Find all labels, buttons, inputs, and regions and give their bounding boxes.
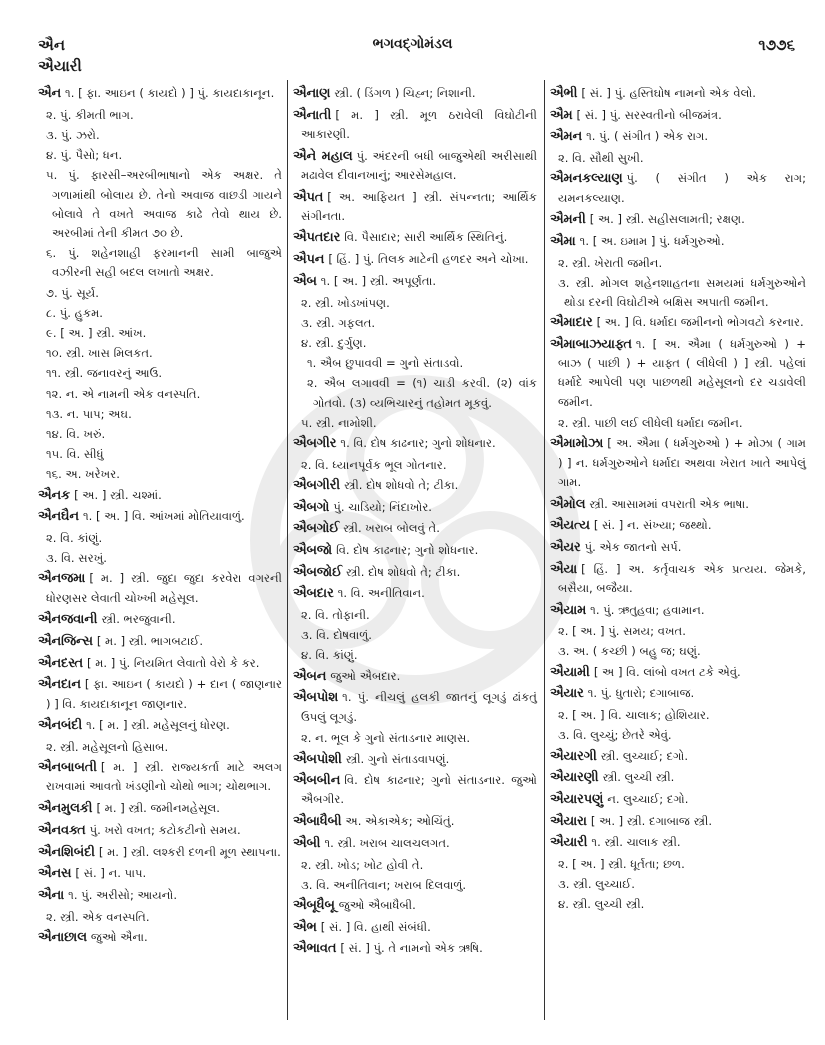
headword: ઐયત્ય: [550, 518, 590, 534]
dictionary-entry: [38, 716, 282, 735]
headword: ઐનાતી: [293, 107, 332, 123]
page-number: ૧૭૭૬: [758, 36, 795, 54]
entry-sense: [38, 146, 282, 165]
definition-text: ૧૩. ન. પાપ; અઘ.: [46, 406, 132, 421]
dictionary-entry: [293, 896, 537, 915]
headword: ઐપતદાર: [293, 230, 341, 246]
dictionary-entry: [38, 886, 282, 905]
dictionary-entry: [293, 750, 537, 769]
headword: ઐબૂધૈબૂ: [293, 897, 335, 913]
entry-sense: [38, 166, 282, 243]
headword: ઐમાબાઝયાફ્ત: [550, 336, 632, 352]
definition-text: ૩. અ. ( કચ્છી ) બહુ જ; ઘણું.: [558, 644, 701, 659]
definition-text: ૧. પું. અરીસો; આયનો.: [68, 887, 178, 902]
headword: ઐબજો: [293, 542, 333, 558]
headword: ઐમન: [550, 129, 583, 145]
headword: ઐનજિન્સ: [38, 633, 93, 649]
headword: ઐબાધૈબી: [293, 814, 342, 830]
definition-text: સ્ત્રી. આસામમાં વપરાતી એક ભાષા.: [589, 496, 749, 511]
headword: ઐનાછાલ: [38, 929, 87, 945]
definition-text: ૨. [ અ. ] સ્ત્રી. ધૂર્તતા; છળ.: [558, 857, 685, 872]
entry-sense: [550, 895, 806, 914]
definition-text: [ મ. ] પું. નિયમિત લેવાતો વેરો કે કર.: [87, 655, 260, 670]
dictionary-entry: [38, 632, 282, 651]
column-divider: [544, 80, 545, 1020]
entry-sense: [293, 354, 537, 373]
definition-text: [ અ. ] વિ. ધર્માદા જમીનનો ભોગવટો કરનાર.: [596, 315, 804, 330]
definition-text: ૨. સ્ત્રી. ખેરાતી જમીન.: [558, 255, 663, 270]
definition-text: [ અ. આફિયત ] સ્ત્રી. સંપન્નતા; આર્થિક સંગીનતા.: [301, 189, 537, 223]
entry-sense: [293, 414, 537, 433]
entry-sense: [38, 908, 282, 927]
headword: ઐમામોઝા: [550, 436, 604, 452]
dictionary-entry: [293, 188, 537, 226]
entry-sense: [293, 729, 537, 748]
definition-text: ૧. [ મ. ] સ્ત્રી. મહેસૂલનું ધોરણ.: [86, 718, 230, 733]
headword: ઐપન: [293, 252, 325, 268]
definition-text: ૧. વિ. દોષ કાઢનાર; ગુનો શોધનાર.: [340, 435, 496, 450]
definition-text: ૫. સ્ત્રી. નામોશી.: [301, 415, 377, 430]
dictionary-entry: [293, 584, 537, 603]
definition-text: પું. ખરો વખત; કટોકટીનો સમય.: [89, 822, 241, 837]
guide-word-first: ઐન: [38, 36, 66, 54]
dictionary-entry: [293, 250, 537, 269]
definition-text: ૨. વિ. ધ્યાનપૂર્વક ભૂલ ગોતનાર.: [301, 457, 447, 472]
entry-sense: [550, 274, 806, 312]
dictionary-entry: [550, 434, 806, 492]
headword: ઐબગો: [293, 499, 330, 515]
definition-text: સ્ત્રી. લુચ્ચી સ્ત્રી.: [602, 770, 675, 785]
definition-text: [ અ. ] સ્ત્રી. સહીસલામતી; રક્ષણ.: [589, 212, 745, 227]
headword: ઐમની: [550, 212, 586, 228]
dictionary-entry: [293, 918, 537, 937]
definition-text: પું. એક જાતનો સર્પ.: [584, 539, 682, 554]
headword: ઐનજમા: [38, 571, 86, 587]
entry-sense: [550, 875, 806, 894]
definition-text: ૧. પું. ઋતુહવા; હવામાન.: [590, 602, 705, 617]
definition-text: ૩. વિ. લુચ્ચું; છેતરે એવું.: [558, 728, 672, 743]
headword: ઐબન: [293, 668, 327, 684]
entry-sense: [293, 856, 537, 875]
dictionary-entry: [38, 928, 282, 947]
definition-text: વિ. દોષ કાઢનાર; ગુનો સંતાડનાર. જુઓ ઐબગીર.: [301, 773, 537, 807]
dictionary-entry: [293, 771, 537, 809]
definition-text: ૮. પું. હુકમ.: [46, 305, 103, 320]
entry-sense: [38, 385, 282, 404]
definition-text: [ અ. ] સ્ત્રી. દગાબાજ સ્ત્રી.: [590, 813, 713, 828]
entry-sense: [38, 284, 282, 303]
definition-text: ૩. વિ. અનીતિવાન; ખરાબ દિલવાળું.: [301, 877, 467, 892]
dictionary-entry: [38, 507, 282, 526]
definition-text: ૯. [ અ. ] સ્ત્રી. આંખ.: [46, 325, 147, 340]
definition-text: સ્ત્રી. ભરજુવાની.: [101, 612, 176, 627]
definition-text: જુઓ ઐબદાર.: [330, 668, 401, 683]
definition-text: ૨. [ અ. ] પું. સમય; વખત.: [558, 624, 686, 639]
entry-sense: [293, 334, 537, 353]
headword: ઐયારા: [550, 813, 587, 829]
dictionary-entry: [38, 799, 282, 818]
definition-text: ૧૬. અ. ખરેખર.: [46, 467, 120, 482]
entry-sense: [293, 314, 537, 333]
dictionary-entry: [293, 939, 537, 958]
headword: ઐભ: [293, 919, 317, 935]
dictionary-entry: [293, 228, 537, 247]
entry-sense: [293, 456, 537, 475]
definition-text: ૧. સ્ત્રી. ખરાબ ચાલચલગત.: [324, 835, 450, 850]
definition-text: ૧. વિ. અનીતિવાન.: [337, 586, 425, 601]
headword: ઐનદાન: [38, 677, 81, 693]
headword: ઐન: [38, 86, 62, 101]
headword: ઐના: [38, 887, 65, 903]
dictionary-entry: [550, 232, 806, 251]
definition-text: ૩. વિ. દોષવાળું.: [301, 628, 372, 643]
definition-text: ૧. [ અ. ] સ્ત્રી. અપૂર્ણતા.: [320, 273, 437, 288]
definition-text: [ અ ] વિ. લાંબો વખત ટકે એવું.: [593, 664, 741, 679]
headword: ઐબજોઈ: [293, 564, 342, 580]
entry-sense: [293, 626, 537, 645]
entry-sense: [550, 726, 806, 745]
headword: ઐબપોશ: [293, 690, 339, 706]
dictionary-column-2: [293, 84, 537, 1025]
definition-text: ૨. વિ. સૌથી સુખી.: [558, 151, 644, 166]
definition-text: ૪. પું. પૈસો; ધન.: [46, 148, 123, 163]
definition-text: ૧. [ અ. ઐમા ( ધર્મગુરુઓ ) + બાઝ ( પાછી ) + યાફ્ત ( લીધેલી ) ] સ્ત્રી. પહેલાં ધર્માદે આપેલી પણ પાછળથી મહેસૂલનો દર ચડાવેલી જમીન.: [558, 336, 806, 409]
definition-text: ૨. સ્ત્રી. મહેસૂલનો હિસાબ.: [46, 740, 169, 754]
dictionary-entry: [550, 495, 806, 514]
definition-text: ૫. પું. ફારસી–અરબીભાષાનો એક અક્ષર. તે ગળામાંથી બોલાય છે. તેનો અવાજ વાછડી ગાયને બોલાવે તે વખતે અવાજ કાઢે તેવો થાય છે. અરબીમાં તેની કીમત ૭૦ છે.: [46, 168, 282, 240]
dictionary-entry: [550, 663, 806, 682]
entry-sense: [38, 425, 282, 444]
definition-text: [ મ. ] સ્ત્રી. લશ્કરી દળની મૂળ સ્થાપના.: [98, 844, 281, 859]
dictionary-entry: [293, 106, 537, 144]
definition-text: [ મ. ] સ્ત્રી. જમીનમહેસૂલ.: [96, 801, 220, 816]
definition-text: ૧. પું. નીચલું હલકી જાતનું લૂગડું ઢાંકતું ઉપલું લૂગડું.: [301, 690, 537, 724]
definition-text: [ સં. ] પું. હસ્તિઘોષ નામનો એક વેલો.: [581, 86, 756, 100]
entry-sense: [38, 549, 282, 568]
definition-text: ૨. વિ. તોફાની.: [301, 608, 370, 623]
entry-sense: [38, 304, 282, 323]
headword: ઐનવક્ત: [38, 822, 86, 838]
definition-text: [ ફા. આઇન ( કાયદો ) + દાન ( જાણનાર ) ] વિ. કાયદાકાનૂન જાણનાર.: [46, 677, 282, 711]
definition-text: ૧૫. વિ. સીધું: [46, 447, 104, 462]
definition-text: ૨. વિ. કાંણું.: [46, 530, 103, 545]
definition-text: [ મ. ] સ્ત્રી. રાજ્યકર્તા માટે અલગ રાખવામાં આવતો ખંડણીનો ચોથો ભાગ; ચોથભાગ.: [46, 760, 282, 794]
dictionary-entry: [293, 434, 537, 453]
dictionary-entry: [38, 843, 282, 862]
dictionary-entry: [38, 675, 282, 713]
definition-text: ૧. સ્ત્રી. ચાલાક સ્ત્રી.: [591, 835, 681, 850]
dictionary-entry: [550, 601, 806, 620]
headword: ઐબપોશી: [293, 751, 342, 767]
headword: ઐયારપણું: [550, 791, 604, 807]
dictionary-entry: [293, 147, 537, 185]
definition-text: જુઓ ઐબાધૈબી.: [338, 897, 416, 912]
entry-sense: [550, 414, 806, 433]
definition-text: ૨. સ્ત્રી. ખોડ; ખોટ હોવી તે.: [301, 857, 424, 872]
entry-sense: [550, 622, 806, 641]
dictionary-entry: [550, 833, 806, 852]
definition-text: ૩. સ્ત્રી. લુચ્ચાઈ.: [558, 877, 635, 892]
dictionary-entry: [550, 768, 806, 787]
definition-text: ૨. સ્ત્રી. પાછી લઈ લીધેલી ધર્માદા જમીન.: [558, 416, 743, 431]
dictionary-entry: [293, 563, 537, 582]
dictionary-entry: [293, 812, 537, 831]
definition-text: સ્ત્રી. ( ડિંગળ ) ચિહ્ન; નિશાની.: [334, 86, 476, 100]
dictionary-entry: [38, 654, 282, 673]
headword: ઐમાદાર: [550, 315, 593, 331]
dictionary-column-1: [38, 84, 282, 1025]
entry-sense: [550, 149, 806, 168]
headword: ઐયામી: [550, 664, 590, 680]
headword: ઐયામ: [550, 602, 587, 618]
dictionary-entry: [550, 313, 806, 332]
headword: ઐબદાર: [293, 586, 334, 602]
definition-text: ૩. સ્ત્રી. ગફલત.: [301, 315, 376, 330]
headword: ઐબ: [293, 273, 317, 289]
definition-text: ૧. ઐબ છુપાવવી = ગુનો સંતાડવો.: [307, 356, 464, 371]
entry-sense: [550, 254, 806, 273]
headword: ઐનક: [38, 487, 71, 503]
definition-text: પું. અંદરની બધી બાજુએથી અરીસાથી મઢાવેલ દીવાનખાનું; આરસેમહાલ.: [301, 148, 538, 182]
headword: ઐબી: [293, 835, 321, 851]
entry-sense: [38, 529, 282, 548]
headword: ઐનજવાની: [38, 612, 98, 628]
headword: ઐનબંદી: [38, 718, 83, 734]
definition-text: ૨. સ્ત્રી. એક વનસ્પતિ.: [46, 909, 150, 924]
definition-text: ૧૧. સ્ત્રી. જનાવરનું આઉ.: [46, 366, 163, 381]
definition-text: ૩. વિ. સરખું.: [46, 551, 107, 566]
headword: ઐમા: [550, 233, 576, 249]
dictionary-entry: [550, 210, 806, 229]
definition-text: ૪. સ્ત્રી. દુર્ગુણ.: [301, 335, 367, 350]
definition-text: [ સં. ] પું. સરસ્વતીનો બીજમંત્ર.: [576, 107, 722, 122]
definition-text: [ અ. ઐમા ( ધર્મગુરુઓ ) + મોઝા ( ગામ ) ] ન. ધર્મગુરુઓને ધર્માદા અથવા ખેરાત ખાતે આપેલું ગામ.: [558, 436, 806, 489]
definition-text: [ મ. ] સ્ત્રી. મૂળ ઠરાવેલી વિઘોટીની આકારણી.: [301, 107, 537, 141]
dictionary-entry: [38, 610, 282, 629]
entry-sense: [38, 738, 282, 757]
dictionary-entry: [550, 106, 806, 125]
headword: ઐબગોઈ: [293, 521, 340, 537]
definition-text: ૧૪. વિ. ખરું.: [46, 426, 106, 441]
entry-sense: [38, 465, 282, 484]
headword: ઐયા: [550, 561, 578, 577]
definition-text: પું. ( સંગીત ) એક રાગ; યમનકલ્યાણ.: [558, 171, 806, 205]
dictionary-entry: [550, 812, 806, 831]
definition-text: ૧. પું. ( સંગીત ) એક રાગ.: [586, 129, 709, 144]
headword: ઐમોલ: [550, 496, 586, 512]
definition-text: ૪. વિ. કાંણું.: [301, 648, 358, 663]
headword: ઐનસ: [38, 866, 72, 882]
definition-text: ૧૦. સ્ત્રી. ખાસ મિલકત.: [46, 346, 153, 361]
definition-text: ૨. ઐબ લગાવવી = (૧) ચાડી કરવી. (૨) વાંક ગોતવો. (૩) વ્યભિચારનું તહોમત મૂકવું.: [307, 376, 537, 410]
dictionary-entry: [550, 538, 806, 557]
guide-word-last: ઐયારી: [38, 57, 82, 75]
definition-text: [ હિં. ] અ. કર્તૃવાચક એક પ્રત્યય. જેમકે, બસૈયા, બજૈયા.: [558, 561, 806, 595]
dictionary-entry: [550, 684, 806, 703]
headword: ઐયારગી: [550, 748, 597, 764]
definition-text: [ હિં. ] પું. તિલક માટેની હળદર અને ચોખા.: [328, 252, 529, 267]
definition-text: ૩. સ્ત્રી. મોગલ શહેનશાહતના સમયમાં ધર્મગુરુઓને થોડા દરની વિઘોટીએ બક્ષિસ અપાતી જમીન.: [558, 275, 806, 310]
entry-sense: [293, 294, 537, 313]
entry-sense: [38, 445, 282, 464]
headword: ઐનમુલકી: [38, 801, 93, 817]
dictionary-entry: [550, 747, 806, 766]
entry-sense: [38, 244, 282, 282]
headword: ઐનબાબતી: [38, 760, 97, 776]
dictionary-entry: [550, 335, 806, 412]
headword: ઐભી: [550, 86, 578, 101]
entry-sense: [550, 706, 806, 725]
entry-sense: [38, 126, 282, 145]
entry-sense: [550, 642, 806, 661]
dictionary-entry: [38, 758, 282, 796]
dictionary-entry: [38, 486, 282, 505]
definition-text: ૧. [ અ. ] વિ. આંખમાં મોતિયાવાળું.: [82, 509, 245, 524]
column-divider: [287, 80, 288, 1020]
headword: ઐયારી: [550, 835, 588, 851]
headword: ઐમ: [550, 107, 573, 123]
definition-text: ૧. પું. ધુતારો; દગાબાજ.: [587, 686, 695, 701]
headword: ઐભાવત: [293, 941, 337, 957]
entry-sense: [293, 374, 537, 412]
definition-text: સ્ત્રી. દોષ શોધવો તે; ટીકા.: [344, 477, 459, 492]
headword: ઐયાર: [550, 686, 584, 702]
headword: ઐબબીન: [293, 773, 341, 789]
definition-text: ૧. [ અ. ઇમામ ] પું. ધર્મગુરુઓ.: [579, 233, 725, 248]
definition-text: [ સં. ] ન. પાપ.: [75, 866, 147, 881]
dictionary-entry: [38, 569, 282, 607]
definition-text: ૩. પું. ઝરો.: [46, 127, 100, 142]
entry-sense: [38, 364, 282, 383]
definition-text: ૨. [ અ. ] વિ. ચાલાક; હોશિયાર.: [558, 708, 710, 723]
page-title: ભગવદ્ગોમંડલ: [372, 36, 453, 52]
entry-sense: [38, 344, 282, 363]
dictionary-entry: [293, 84, 537, 103]
dictionary-entry: [293, 541, 537, 560]
definition-text: સ્ત્રી. ગુનો સંતાડવાપણું.: [345, 751, 450, 766]
definition-text: અ. એકાએક; ઓચિંતું.: [345, 814, 455, 829]
headword: ઐબગીરી: [293, 477, 341, 493]
dictionary-entry: [293, 667, 537, 686]
definition-text: [ સં. ] પું. તે નામનો એક ઋષિ.: [340, 941, 483, 956]
definition-text: પું. ચાડિયો; નિંદાખોર.: [333, 499, 432, 514]
definition-text: સ્ત્રી. દોષ શોધવો તે; ટીકા.: [345, 564, 461, 579]
entry-sense: [38, 324, 282, 343]
definition-text: [ અ. ] સ્ત્રી. ચશ્માં.: [74, 487, 162, 502]
dictionary-column-3: [550, 84, 806, 1025]
headword: ઐયર: [550, 539, 581, 555]
definition-text: જુઓ ઐના.: [90, 929, 148, 944]
definition-text: ૧૨. ન. એ નામની એક વનસ્પતિ.: [46, 386, 201, 401]
dictionary-entry: [293, 272, 537, 291]
dictionary-entry: [550, 127, 806, 146]
dictionary-entry: [293, 476, 537, 495]
definition-text: સ્ત્રી. લુચ્ચાઈ; દગો.: [600, 748, 689, 763]
definition-text: ૨. સ્ત્રી. ખોડખાંપણ.: [301, 295, 390, 310]
definition-text: ૬. પું. શહેનશાહી ફરમાનની સામી બાજુએ વઝીરની સહી બદલ લખાતો અક્ષર.: [46, 246, 282, 280]
definition-text: ૨. પું. કીમતી ભાગ.: [46, 107, 134, 122]
headword: ઐનઘૈન: [38, 509, 79, 525]
entry-sense: [38, 405, 282, 424]
dictionary-entry: [38, 84, 282, 103]
headword: ઐપત: [293, 189, 324, 205]
dictionary-entry: [293, 519, 537, 538]
entry-sense: [293, 606, 537, 625]
definition-text: [ મ. ] સ્ત્રી. જુદા જુદા કરવેરા વગરની ધોરણસર લેવાતી ચોખ્ખી મહેસૂલ.: [46, 571, 282, 605]
dictionary-entry: [293, 834, 537, 853]
headword: ઐનદસ્ત: [38, 655, 84, 671]
entry-sense: [293, 876, 537, 895]
definition-text: સ્ત્રી. ખરાબ બોલવું તે.: [343, 521, 440, 536]
dictionary-entry: [293, 688, 537, 726]
dictionary-entry: [550, 169, 806, 207]
entry-sense: [550, 855, 806, 874]
definition-text: ૪. સ્ત્રી. લુચ્ચી સ્ત્રી.: [558, 897, 645, 912]
headword: ઐનાણ: [293, 86, 331, 101]
dictionary-entry: [550, 516, 806, 535]
dictionary-entry: [550, 790, 806, 809]
dictionary-entry: [38, 821, 282, 840]
entry-sense: [38, 106, 282, 125]
definition-text: [ સં. ] ન. સંખ્યા; જથ્થો.: [593, 518, 712, 533]
headword: ઐને મહાલ: [293, 148, 353, 164]
dictionary-entry: [293, 498, 537, 517]
headword: ઐનશિબંદી: [38, 844, 95, 860]
headword: ઐબગીર: [293, 435, 337, 451]
headword: ઐમનકલ્યાણ: [550, 171, 623, 187]
dictionary-entry: [550, 560, 806, 598]
definition-text: [ સં. ] વિ. હાથી સંબંધી.: [320, 919, 431, 934]
definition-text: ૨. ન. ભૂલ કે ગુનો સંતાડનાર માણસ.: [301, 731, 471, 746]
dictionary-entry: [38, 864, 282, 883]
definition-text: ન. લુચ્ચાઈ; દગો.: [607, 791, 689, 806]
entry-sense: [293, 646, 537, 665]
definition-text: ૭. પું. સૂર્ય.: [46, 285, 99, 300]
definition-text: ૧. [ ફા. આઇન ( કાયદો ) ] પું. કાયદાકાનૂન.: [65, 86, 275, 100]
definition-text: [ મ. ] સ્ત્રી. ભાગબટાઈ.: [96, 633, 204, 648]
dictionary-entry: [550, 84, 806, 103]
definition-text: વિ. દોષ કાઢનાર; ગુનો શોધનાર.: [336, 542, 479, 557]
headword: ઐયારણી: [550, 770, 599, 786]
definition-text: વિ. પૈસાદાર; સારી આર્થિક સ્થિતિનું.: [344, 230, 508, 245]
